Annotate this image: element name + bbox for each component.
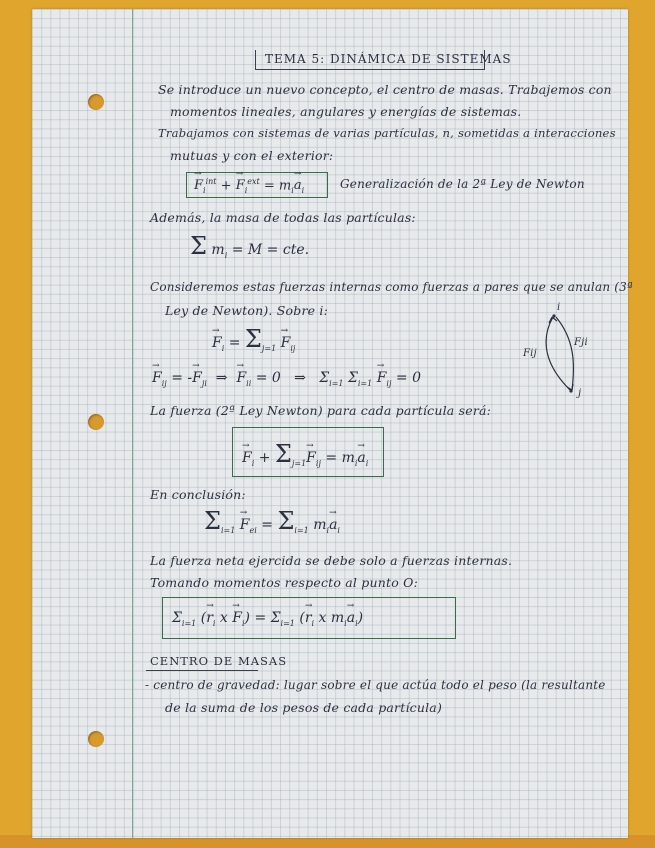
annotation-text: Generalización de la 2ª Ley de Newton (340, 177, 585, 191)
text-line: Trabajamos con sistemas de varias partículas, n, sometidas a interacciones (158, 126, 616, 140)
text-line: - centro de gravedad: lugar sobre el que actúa todo el peso (la resultante (145, 678, 606, 692)
equation-particle-newton: → $F_i + \Sigma_{j=1}\to F_{ij} = m_i\to a_i$ (242, 440, 368, 468)
page-title: TEMA 5: DINÁMICA DE SISTEMAS (265, 52, 512, 66)
particle-i-dot (552, 314, 555, 317)
equation-conclusion: $\Sigma_{i=1} \to F_{ei} = \Sigma_{i=1}$ $m_i\to a_i$ (204, 507, 340, 535)
diagram-label-fji: Fji (574, 337, 588, 348)
arrow-fij (546, 317, 570, 390)
equation-action-reaction: → $F_{ij}$ = -→ $F_{ji}$ ⇒ → $F_{ii} = 0$ ⇒ $\Sigma_{i=1}$ $\Sigma_{i=1} \to F_{ij} = 0$ (152, 370, 421, 388)
text-line: momentos lineales, angulares y energías de sistemas. (170, 104, 522, 119)
text-line: La fuerza (2ª Ley Newton) para cada partícula será: (150, 403, 492, 418)
text-line: La fuerza neta ejercida se debe solo a fuerzas internas. (150, 553, 513, 568)
punch-hole (88, 731, 104, 747)
punch-hole (88, 94, 104, 110)
text-line: Ley de Newton). Sobre i: (165, 303, 329, 318)
punch-hole (88, 414, 104, 430)
diagram-label-j: j (578, 388, 582, 399)
arrow-fji (556, 317, 573, 390)
section-heading: CENTRO DE MASAS (150, 654, 288, 668)
text-line: Además, la masa de todas las partículas: (150, 210, 416, 225)
equation-moments: $\Sigma_{i=1}$ (→ $r_i$ $x \to F_i) = \Sigma_{i=1}$ (→ $r_i$ x $m_i\to a_i$) (172, 610, 363, 628)
text-line: mutuas y con el exterior: (170, 148, 334, 163)
equation-newton-general: → $F_i^{int}$ + → $F_i^{ext} = m_i\to a_i$ (194, 177, 304, 195)
diagram-label-i: i (557, 302, 561, 313)
text-line: Se introduce un nuevo concepto, el centro de masas. Trabajemos con (158, 82, 612, 97)
text-line: Consideremos estas fuerzas internas como fuerzas a pares que se anulan (3ª (150, 280, 633, 294)
equation-internal-force-sum: → $F_i = \Sigma_{j=1} \to F_{ij}$ (212, 325, 295, 353)
particle-j-dot (569, 389, 572, 392)
section-underline (146, 670, 258, 671)
margin-line (132, 9, 133, 838)
diagram-label-fij: Fij (523, 348, 537, 359)
text-line: Tomando momentos respecto al punto O: (150, 575, 418, 590)
text-line: En conclusión: (150, 487, 246, 502)
equation-total-mass: Σ $m_i = M$ = cte. (190, 232, 310, 260)
text-line: de la suma de los pesos de cada partícula) (165, 700, 443, 715)
